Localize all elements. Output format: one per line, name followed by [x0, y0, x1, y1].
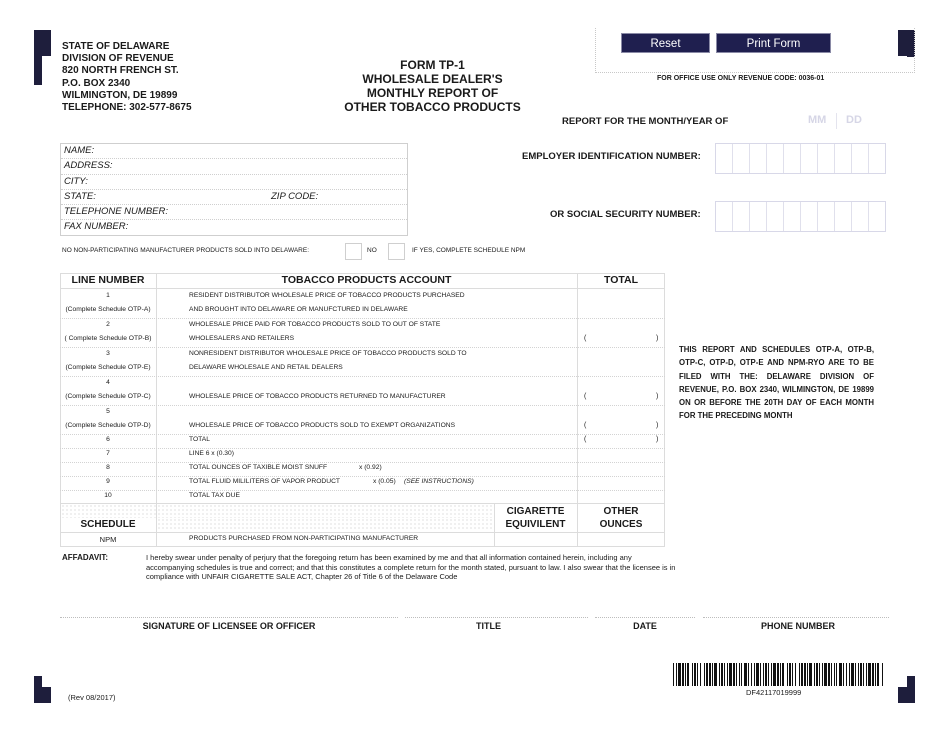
table-row	[60, 490, 665, 504]
form-title-line: FORM TP-1	[400, 58, 465, 72]
total-input-1[interactable]	[578, 289, 664, 318]
agency-line: WILMINGTON, DE 19899	[62, 89, 178, 101]
agency-line: DIVISION OF REVENUE	[62, 53, 174, 65]
row-multiplier: x (0.05)	[373, 478, 396, 485]
date-line[interactable]	[595, 617, 695, 618]
total-input-3[interactable]	[578, 347, 664, 376]
paren-close: )	[656, 335, 659, 342]
office-revenue-code: FOR OFFICE USE ONLY REVENUE CODE: 0036-01	[657, 75, 825, 82]
fax-label: FAX NUMBER:	[64, 221, 129, 233]
schedule-dotted-band	[157, 518, 494, 531]
name-field[interactable]	[61, 144, 407, 159]
row-desc: AND BROUGHT INTO DELAWARE OR MANUFCTURED IN DELAWARE	[189, 306, 408, 313]
taxpayer-info-box	[60, 143, 408, 236]
row-desc: LINE 6 x (0.30)	[189, 450, 234, 457]
paren-open: (	[584, 335, 587, 342]
reset-button[interactable]: Reset	[621, 33, 710, 53]
table-row	[60, 289, 665, 319]
revision-date: (Rev 08/2017)	[68, 693, 116, 702]
row-desc: TOTAL	[189, 436, 210, 443]
line-number: 9	[106, 478, 110, 485]
total-input-5[interactable]	[590, 419, 654, 433]
npm-if-yes-label: IF YES, COMPLETE SCHEDULE NPM	[412, 247, 526, 254]
corner-mark-bottom-right-stem	[907, 676, 915, 703]
table-row	[60, 376, 665, 406]
table-row	[60, 462, 665, 477]
row-desc: NONRESIDENT DISTRIBUTOR WHOLESALE PRICE OF TOBACCO PRODUCTS SOLD TO	[189, 350, 467, 357]
schedule-dotted-band	[61, 504, 494, 518]
row-multiplier: x (0.92)	[359, 464, 382, 471]
telephone-field[interactable]	[61, 205, 407, 220]
table-row	[60, 347, 665, 377]
total-input-10[interactable]	[578, 490, 664, 503]
city-field[interactable]	[61, 175, 407, 190]
date-label: DATE	[633, 621, 657, 631]
total-input-9[interactable]	[578, 476, 664, 490]
ssn-input[interactable]	[715, 201, 886, 232]
row-desc: WHOLESALE PRICE OF TOBACCO PRODUCTS RETURNED TO MANUFACTURER	[189, 393, 446, 400]
line-number: 4	[106, 379, 110, 386]
form-title	[330, 58, 535, 114]
tobacco-account-table	[60, 273, 665, 547]
table-row	[60, 405, 665, 435]
ssn-label: OR SOCIAL SECURITY NUMBER:	[550, 209, 701, 220]
npm-question: NO NON-PARTICIPATING MANUFACTURER PRODUCTS SOLD INTO DELAWARE:	[62, 247, 310, 254]
row-desc: RESIDENT DISTRIBUTOR WHOLESALE PRICE OF TOBACCO PRODUCTS PURCHASED	[189, 292, 465, 299]
filing-instructions: THIS REPORT AND SCHEDULES OTP-A, OTP-B, OTP-C, OTP-D, OTP-E AND NPM-RYO ARE TO BE FILED WITH THE: DELAWARE DIVISION OF REVENUE, P.O. BOX 2340, WILMINGTON, DE 19899 ON OR BEFORE THE 20TH DAY OF EACH MONTH FOR THE PRECEDING MONTH	[679, 345, 874, 421]
city-label: CITY:	[64, 175, 88, 187]
npm-code: NPM	[99, 535, 117, 544]
npm-no-label: NO	[367, 247, 377, 254]
header-total: TOTAL	[603, 274, 639, 286]
total-input-8[interactable]	[578, 462, 664, 476]
address-label: ADDRESS:	[64, 160, 113, 172]
corner-mark-top-left-stem	[34, 30, 42, 85]
npm-desc: PRODUCTS PURCHASED FROM NON-PARTICIPATING MANUFACTURER	[189, 535, 419, 542]
paren-close: )	[656, 436, 659, 443]
schedule-ref: (Complete Schedule OTP-C)	[65, 393, 151, 400]
schedule-ref: ( Complete Schedule OTP-B)	[64, 335, 152, 342]
form-title-line: OTHER TOBACCO PRODUCTS	[344, 100, 521, 114]
day-input[interactable]: DD	[846, 114, 862, 126]
row-desc: TOTAL TAX DUE	[189, 492, 240, 499]
line-number: 10	[104, 492, 112, 499]
paren-open: (	[584, 436, 587, 443]
form-title-line: MONTHLY REPORT OF	[366, 86, 499, 100]
barcode-image	[673, 663, 883, 686]
affidavit-text: I hereby swear under penalty of perjury that the foregoing return has been examined by me and that all information contained herein, including any accompanying schedules is true and correct; and that this constitutes a complete return for the month stated, pursuant to law. I also swear that the licensee is in compliance with UNFAIR CIGARETTE SALE ACT, Chapter 26 of Title 6 of the Delaware Code	[146, 553, 676, 581]
table-row	[60, 476, 665, 491]
npm-checkbox-1[interactable]	[345, 243, 362, 260]
schedule-ref: (Complete Schedule OTP-E)	[65, 364, 151, 371]
line-number: 2	[106, 321, 110, 328]
state-label: STATE:	[64, 190, 96, 202]
other-ounces-line: OTHER	[603, 506, 639, 517]
paren-open: (	[584, 393, 587, 400]
table-row	[60, 318, 665, 348]
paren-open: (	[584, 422, 587, 429]
table-row	[60, 448, 665, 463]
row-desc: WHOLESALE PRICE PAID FOR TOBACCO PRODUCTS SOLD TO OUT OF STATE	[189, 321, 441, 328]
line-number: 3	[106, 350, 110, 357]
mmdd-divider	[836, 113, 837, 129]
row-note: (SEE INSTRUCTIONS)	[404, 478, 474, 485]
agency-line: TELEPHONE: 302-577-8675	[62, 102, 192, 114]
phone-line[interactable]	[703, 617, 889, 618]
paren-close: )	[656, 393, 659, 400]
cig-equiv-line: EQUIVILENT	[505, 519, 566, 530]
schedule-header: SCHEDULE	[80, 519, 136, 530]
npm-ounces-input[interactable]	[578, 533, 664, 546]
agency-line: STATE OF DELAWARE	[62, 41, 170, 52]
agency-line: P.O. BOX 2340	[62, 77, 131, 89]
row-desc: DELAWARE WHOLESALE AND RETAIL DEALERS	[189, 364, 343, 371]
row-desc: TOTAL FLUID MILILITERS OF VAPOR PRODUCT	[189, 478, 340, 485]
header-tobacco-account: TOBACCO PRODUCTS ACCOUNT	[281, 274, 452, 286]
row-desc: TOTAL OUNCES OF TAXIBLE MOIST SNUFF	[189, 464, 328, 471]
cigarette-equivalent-header	[494, 505, 577, 531]
line-number: 5	[106, 408, 110, 415]
signature-line[interactable]	[60, 617, 398, 618]
barcode-number: DF42117019999	[746, 688, 802, 697]
month-input[interactable]: MM	[808, 114, 827, 126]
total-input-2[interactable]	[590, 332, 654, 346]
state-field[interactable]	[61, 190, 407, 205]
affidavit-label: AFFADAVIT:	[62, 553, 109, 562]
row-desc: WHOLESALE PRICE OF TOBACCO PRODUCTS SOLD TO EXEMPT ORGANIZATIONS	[189, 422, 456, 429]
title-label: TITLE	[476, 621, 501, 631]
signature-label: SIGNATURE OF LICENSEE OR OFFICER	[142, 621, 316, 631]
total-input-7[interactable]	[578, 448, 664, 462]
agency-line: 820 NORTH FRENCH ST.	[62, 65, 179, 77]
table-row	[60, 434, 665, 449]
line-number: 6	[106, 436, 110, 443]
print-form-button[interactable]: Print Form	[716, 33, 831, 53]
paren-close: )	[656, 422, 659, 429]
row-desc: WHOLESALERS AND RETAILERS	[189, 335, 295, 342]
other-ounces-header	[577, 505, 665, 531]
other-ounces-line: OUNCES	[599, 519, 643, 530]
corner-mark-bottom-left-foot	[34, 687, 51, 703]
form-title-line: WHOLESALE DEALER'S	[362, 72, 503, 86]
header-line-number: LINE NUMBER	[71, 274, 145, 286]
ein-input[interactable]	[715, 143, 886, 174]
line-number: 1	[106, 292, 110, 299]
zip-label: ZIP CODE:	[271, 190, 319, 202]
line-number: 7	[106, 450, 110, 457]
agency-address	[62, 41, 192, 114]
fax-field[interactable]	[61, 220, 407, 234]
phone-label: PHONE NUMBER	[760, 621, 835, 631]
schedule-ref: (Complete Schedule OTP-A)	[65, 306, 151, 313]
npm-checkbox-2[interactable]	[388, 243, 405, 260]
title-line[interactable]	[405, 617, 588, 618]
report-month-label: REPORT FOR THE MONTH/YEAR OF	[562, 116, 729, 127]
telephone-label: TELEPHONE NUMBER:	[64, 206, 168, 218]
schedule-ref: (Complete Schedule OTP-D)	[65, 422, 151, 429]
npm-cigarette-input[interactable]	[495, 533, 577, 546]
total-input-6[interactable]	[590, 434, 654, 448]
address-field[interactable]	[61, 159, 407, 174]
ein-label: EMPLOYER IDENTIFICATION NUMBER:	[522, 151, 701, 162]
cig-equiv-line: CIGARETTE	[506, 506, 565, 517]
name-label: NAME:	[64, 145, 95, 156]
total-input-4[interactable]	[590, 390, 654, 404]
line-number: 8	[106, 464, 110, 471]
